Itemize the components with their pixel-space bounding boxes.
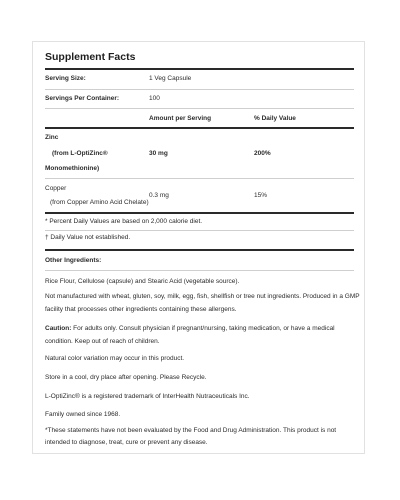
other-ingredients-text: Rice Flour, Cellulose (capsule) and Stearic Acid (vegetable source). — [45, 278, 240, 285]
family-owned-note: Family owned since 1968. — [45, 411, 121, 418]
amount-column-header: Amount per Serving — [149, 115, 212, 122]
nutrient-name: Zinc — [45, 134, 59, 141]
supplement-facts-panel — [32, 41, 365, 454]
nutrient-daily-value: 200% — [254, 150, 271, 157]
allergen-statement: Not manufactured with wheat, gluten, soy, milk, egg, fish, shellfish or tree nut ingredients. Produced in a GMP — [45, 293, 360, 300]
divider — [45, 108, 354, 109]
caution-label: Caution: — [45, 325, 72, 332]
nutrients-end-rule — [45, 212, 354, 214]
nutrient-source: Monomethionine) — [45, 165, 100, 172]
facts-end-rule — [45, 249, 354, 251]
storage-instructions: Store in a cool, dry place after opening. Please Recycle. — [45, 374, 207, 381]
nutrient-amount: 0.3 mg — [149, 192, 169, 199]
servings-per-container-value: 100 — [149, 95, 160, 102]
nutrient-source: (from Copper Amino Acid Chelate) — [50, 199, 149, 206]
serving-size-value: 1 Veg Capsule — [149, 75, 192, 82]
trademark-note: L-OptiZinc® is a registered trademark of InterHealth Nutraceuticals Inc. — [45, 393, 250, 400]
servings-per-container-label: Servings Per Container: — [45, 95, 120, 102]
fda-disclaimer: *These statements have not been evaluated by the Food and Drug Administration. This product is not — [45, 427, 337, 434]
divider — [45, 230, 354, 231]
footnote-dagger: † Daily Value not established. — [45, 234, 131, 241]
divider — [45, 178, 354, 179]
caution-text: For adults only. Consult physician if pregnant/nursing, taking medication, or have a medical — [71, 325, 335, 332]
serving-size-label: Serving Size: — [45, 75, 86, 82]
daily-value-column-header: % Daily Value — [254, 115, 296, 122]
allergen-statement: facility that processes other ingredients containing these allergens. — [45, 306, 237, 313]
color-variation-note: Natural color variation may occur in this product. — [45, 355, 185, 362]
title-rule — [45, 68, 354, 70]
caution-statement — [45, 326, 335, 333]
other-ingredients-heading: Other Ingredients: — [45, 257, 102, 264]
nutrient-source: (from L-OptiZinc® — [52, 150, 108, 157]
footnote-daily-values: * Percent Daily Values are based on 2,000 calorie diet. — [45, 218, 203, 225]
nutrient-name: Copper — [45, 185, 67, 192]
fda-disclaimer: intended to diagnose, treat, cure or prevent any disease. — [45, 439, 208, 446]
divider — [45, 89, 354, 90]
nutrient-amount: 30 mg — [149, 150, 168, 157]
nutrient-daily-value: 15% — [254, 192, 268, 199]
panel-title: Supplement Facts — [45, 51, 136, 63]
header-rule — [45, 127, 354, 129]
divider — [45, 270, 354, 271]
caution-statement: condition. Keep out of reach of children. — [45, 338, 160, 345]
